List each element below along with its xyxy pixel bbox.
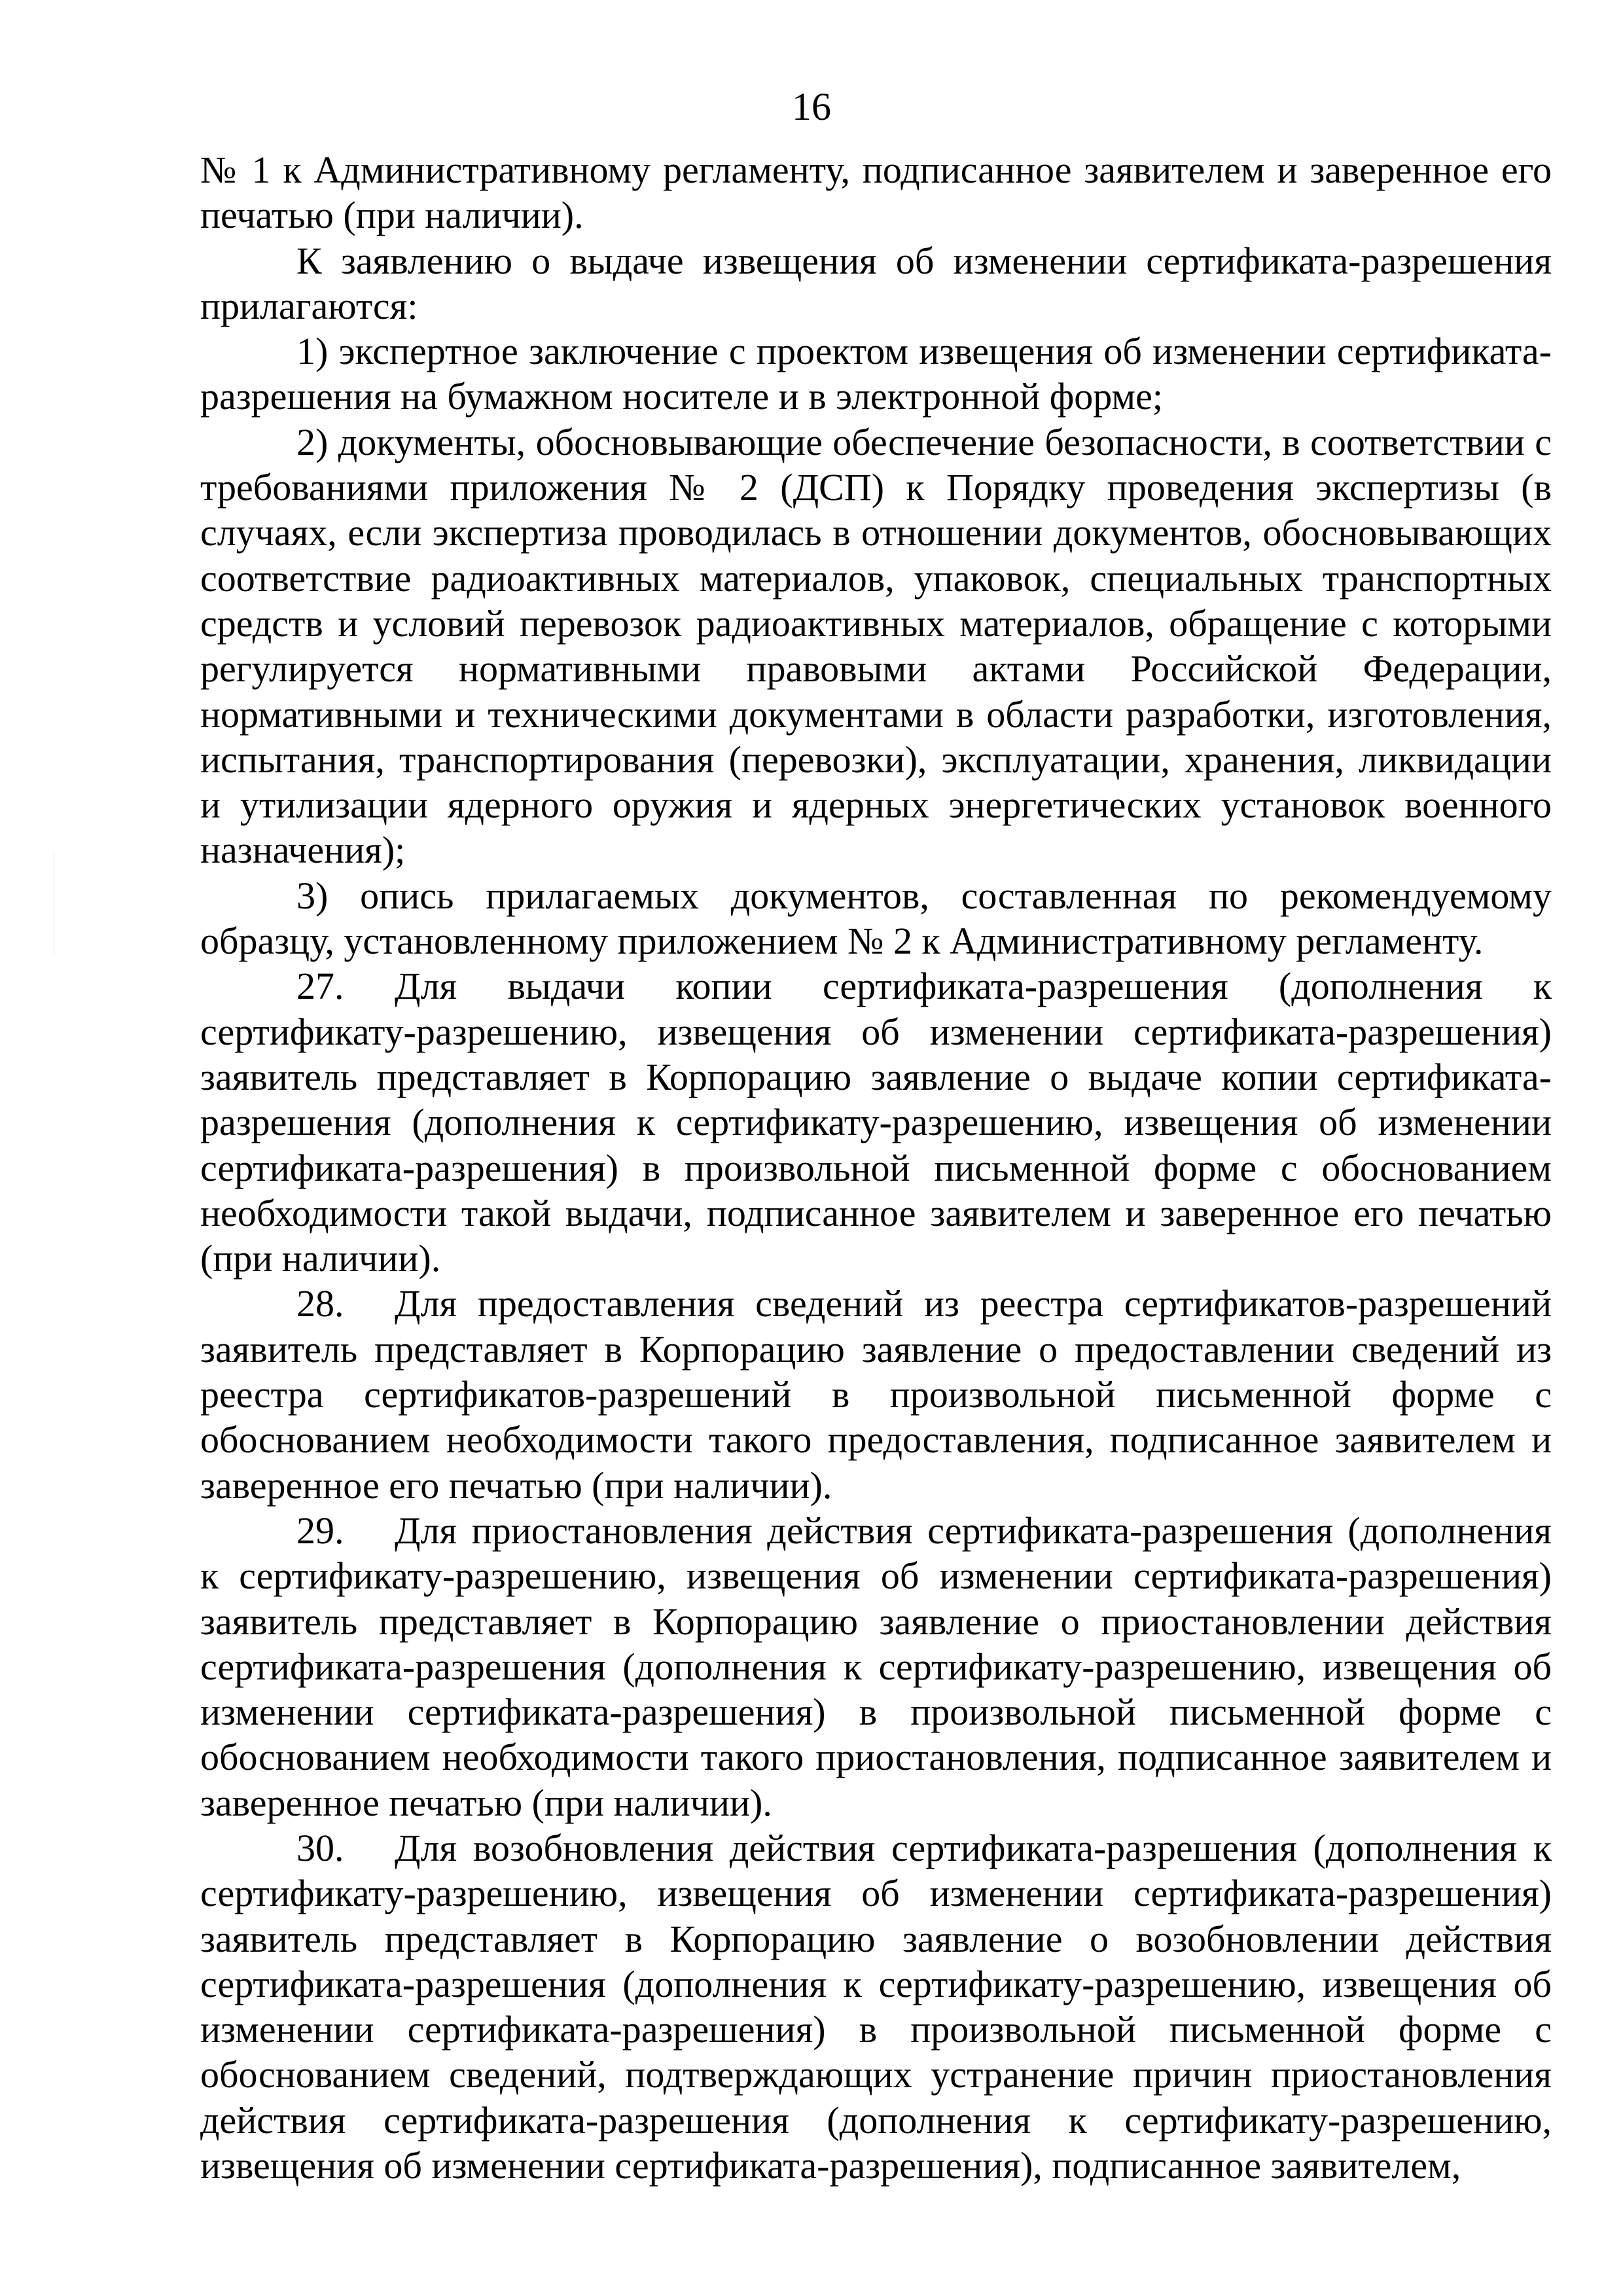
- paragraph-continuation: № 1 к Административному регламенту, подписанное заявителем и заверенное его печатью (при наличии).: [200, 149, 1552, 237]
- paragraph-attachments-intro: К заявлению о выдаче извещения об изменении сертификата-разрешения прилагаются:: [200, 239, 1552, 327]
- clause-27: [200, 963, 1552, 1281]
- list-item-3: 3) опись прилагаемых документов, составленная по рекомендуемому образцу, установленному приложением № 2 к Административному регламенту.: [200, 874, 1552, 963]
- clause-text: Для приостановления действия сертификата-разрешения (дополнения к сертификату-разрешению, извещения об изменении сертификата-разрешения) заявитель представляет в Корпорацию заявление о приостановлении действия сертификата-разрешения (дополнения к сертификату-разрешению, извещения об изменении сертификата-разрешения) в произвольной письменной форме с обоснованием необходимости такого приостановления, подписанное заявителем и заверенное печатью (при наличии).: [200, 1509, 1552, 1824]
- list-item-1: 1) экспертное заключение с проектом извещения об изменении сертификата-разрешения на бумажном носителе и в электронной форме;: [200, 330, 1552, 418]
- clause-number: 30.: [296, 1826, 344, 1869]
- clause-number: 29.: [296, 1509, 344, 1552]
- page-number: 16: [792, 85, 831, 128]
- clause-text: Для выдачи копии сертификата-разрешения (дополнения к сертификату-разрешению, извещения об изменении сертификата-разрешения) заявитель представляет в Корпорацию заявление о выдаче копии сертификата-разрешения (дополнения к сертификату-разрешению, извещения об изменении сертификата-разрешения) в произвольной письменной форме с обоснованием необходимости такой выдачи, подписанное заявителем и заверенное его печатью (при наличии).: [200, 965, 1552, 1280]
- clause-text: Для предоставления сведений из реестра сертификатов-разрешений заявитель представляет в Корпорацию заявление о предоставлении сведений из реестра сертификатов-разрешений в произвольной письменной форме с обоснованием необходимости такого предоставления, подписанное заявителем и заверенное его печатью (при наличии).: [200, 1282, 1552, 1507]
- clause-29: [200, 1508, 1552, 1825]
- clause-number: 27.: [296, 965, 344, 1008]
- clause-number: 28.: [296, 1282, 344, 1325]
- list-item-2: 2) документы, обосновывающие обеспечение безопасности, в соответствии с требованиями приложения № 2 (ДСП) к Порядку проведения экспертизы (в случаях, если экспертиза проводилась в отношении документов, обосновывающих соответствие радиоактивных материалов, упаковок, специальных транспортных средств и условий перевозок радиоактивных материалов, обращение с которыми регулируется нормативными правовыми актами Российской Федерации, нормативными и техническими документами в области разработки, изготовления, испытания, транспортирования (перевозки), эксплуатации, хранения, ликвидации и утилизации ядерного оружия и ядерных энергетических установок военного назначения);: [200, 420, 1552, 872]
- clause-text: Для возобновления действия сертификата-разрешения (дополнения к сертификату-разрешению, извещения об изменении сертификата-разрешения) заявитель представляет в Корпорацию заявление о возобновлении действия сертификата-разрешения (дополнения к сертификату-разрешению, извещения об изменении сертификата-разрешения) в произвольной письменной форме с обоснованием сведений, подтверждающих устранение причин приостановления действия сертификата-разрешения (дополнения к сертификату-разрешению, извещения об изменении сертификата-разрешения), подписанное заявителем,: [200, 1826, 1552, 2187]
- clause-28: [200, 1281, 1552, 1507]
- document-body: [200, 147, 1552, 2188]
- clause-30: [200, 1825, 1552, 2188]
